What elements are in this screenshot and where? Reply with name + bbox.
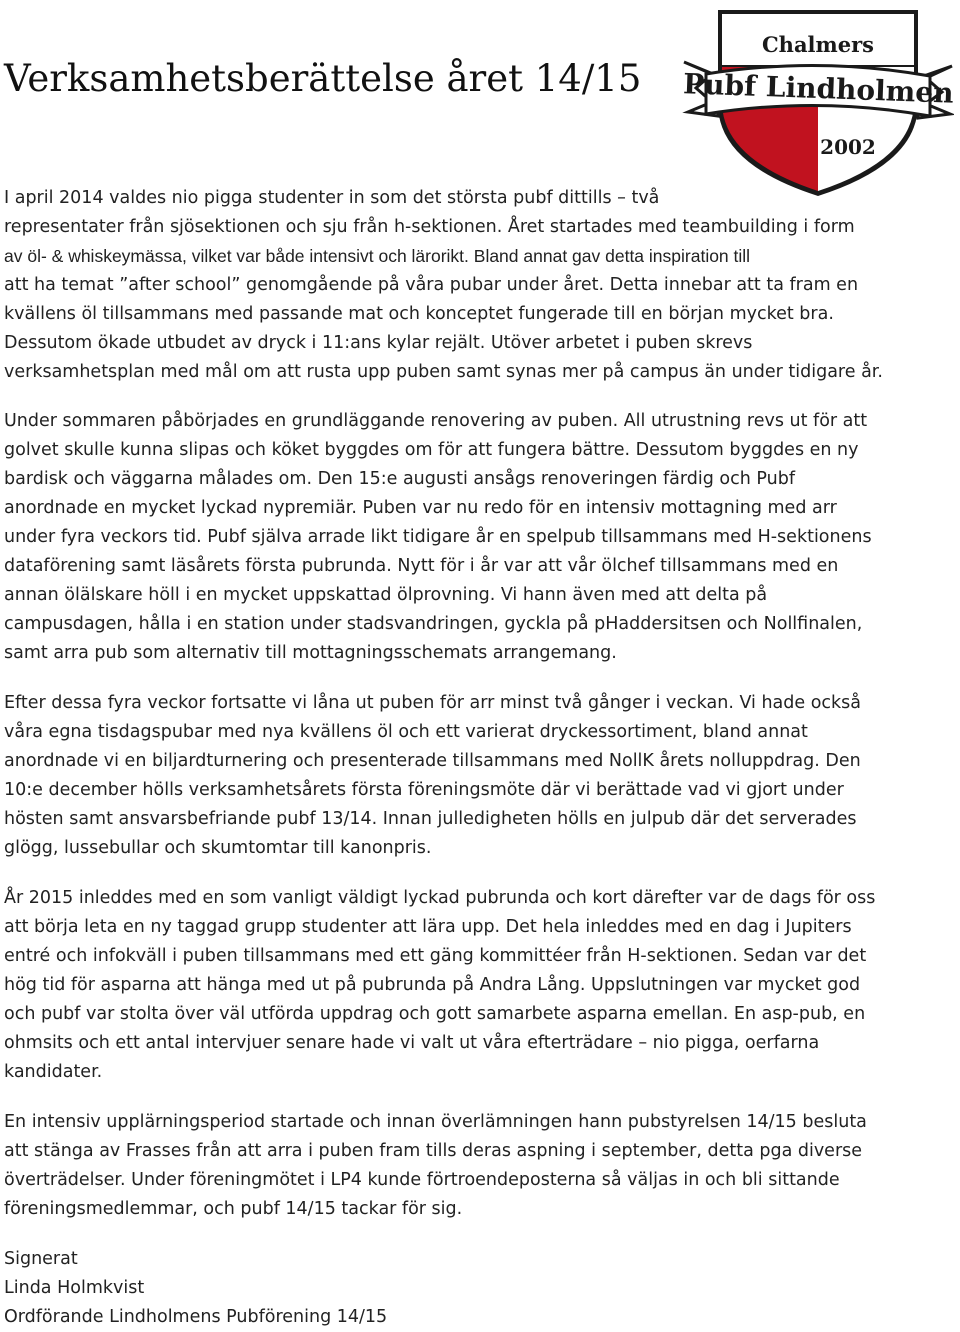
text-line: År 2015 inleddes med en som vanligt väldigt lyckad pubrunda och kort därefter var de dags för oss [4,888,876,908]
document-title: Verksamhetsberättelse året 14/15 [4,57,642,100]
paragraph-2015 [4,884,954,1087]
text-line: bardisk och väggarna målades om. Den 15:e augusti ansågs renoveringen färdig och Pubf [4,469,795,489]
paragraph-autumn [4,689,954,863]
signatory-name: Linda Holmkvist [4,1278,145,1298]
paragraph-summer [4,407,954,668]
signature-block [4,1245,954,1332]
text-line: under fyra veckors tid. Pubf själva arrade likt tidigare år en spelpub tillsammans med H-sektionens [4,527,872,547]
text-line: Dessutom ökade utbudet av dryck i 11:ans kylar rejält. Utöver arbetet i puben skrevs [4,333,753,353]
text-line: dataförening samt läsårets första pubrunda. Nytt för i år var att vår ölchef tillsammans med en [4,556,839,576]
text-line: ohmsits och ett antal intervjuer senare hade vi valt ut våra efterträdare – nio pigga, oerfarna [4,1033,820,1053]
text-line: överträdelser. Under föreningmötet i LP4 kunde förtroendeposterna så väljas in och bli sittande [4,1170,840,1190]
text-line: hög tid för asparna att hänga med ut på pubrunda på Andra Lång. Uppslutningen var mycket god [4,975,861,995]
text-line: verksamhetsplan med mål om att rusta upp puben samt synas mer på campus än under tidigare år. [4,362,883,382]
pubf-lindholmen-logo [682,4,954,200]
text-line: kvällens öl tillsammans med passande mat och konceptet fungerade till en början mycket bra. [4,304,834,324]
text-line: hösten samt ansvarsbefriande pubf 13/14. Innan julledigheten hölls en julpub där det serverades [4,809,857,829]
text-line: representater från sjösektionen och sju från h-sektionen. Året startades med teambuilding i form [4,217,855,237]
logo-year: 2002 [820,135,876,159]
text-line: annan ölälskare höll i en mycket uppskattad ölprovning. Vi hann även med att delta på [4,585,768,605]
text-line: En intensiv upplärningsperiod startade och innan överlämningen hann pubstyrelsen 14/15 besluta [4,1112,867,1132]
signatory-title: Ordförande Lindholmens Pubförening 14/15 [4,1307,388,1327]
text-line: golvet skulle kunna slipas och köket byggdes om för att fungera bättre. Dessutom byggdes en ny [4,440,859,460]
text-line: entré och infokväll i puben tillsammans med ett gäng kommittéer från H-sektionen. Sedan var det [4,946,867,966]
paragraph-intro [4,184,954,387]
text-line: anordnade vi en biljardturnering och presenterade tillsammans med NollK årets nolluppdrag. Den [4,751,861,771]
text-line: anordnade en mycket lyckad nypremiär. Puben var nu redo för en intensiv mottagning med arr [4,498,837,518]
text-line: glögg, lussebullar och skumtomtar till kanonpris. [4,838,432,858]
text-line: I april 2014 valdes nio pigga studenter in som det största pubf dittills – två [4,188,660,208]
paragraph-handover [4,1108,954,1224]
text-line: Under sommaren påbörjades en grundläggande renovering av puben. All utrustning revs ut för att [4,411,868,431]
text-line: samt arra pub som alternativ till mottagningsschemats arrangemang. [4,643,617,663]
text-line: föreningsmedlemmar, och pubf 14/15 tackar för sig. [4,1199,463,1219]
text-line: våra egna tisdagspubar med nya kvällens öl och ett varierat dryckessortiment, bland annat [4,722,808,742]
text-line: campusdagen, hålla i en station under stadsvandringen, gyckla på pHaddersitsen och Nollfinalen, [4,614,863,634]
text-line: att stänga av Frasses från att arra i puben fram tills deras aspning i september, detta pga diverse [4,1141,863,1161]
text-line: att ha temat ”after school” genomgående på våra pubar under året. Detta innebar att ta fram en [4,275,859,295]
signature-label: Signerat [4,1249,78,1269]
text-line: Efter dessa fyra veckor fortsatte vi låna ut puben för arr minst två gånger i veckan. Vi hade också [4,693,862,713]
logo-banner-text: Pubf Lindholmen [682,67,954,110]
text-line: att börja leta en ny taggad grupp studenter att lära upp. Det hela inleddes med en dag i Jupiters [4,917,852,937]
text-line: av öl- & whiskeymässa, vilket var både intensivt och lärorikt. Bland annat gav detta inspiration till [4,246,751,266]
logo-top-text: Chalmers [761,32,875,57]
text-line: kandidater. [4,1062,103,1082]
text-line: och pubf var stolta över väl utförda uppdrag och gott samarbete asparna emellan. En asp-pub, en [4,1004,866,1024]
text-line: 10:e december hölls verksamhetsårets första föreningsmöte där vi berättade vad vi gjort under [4,780,844,800]
